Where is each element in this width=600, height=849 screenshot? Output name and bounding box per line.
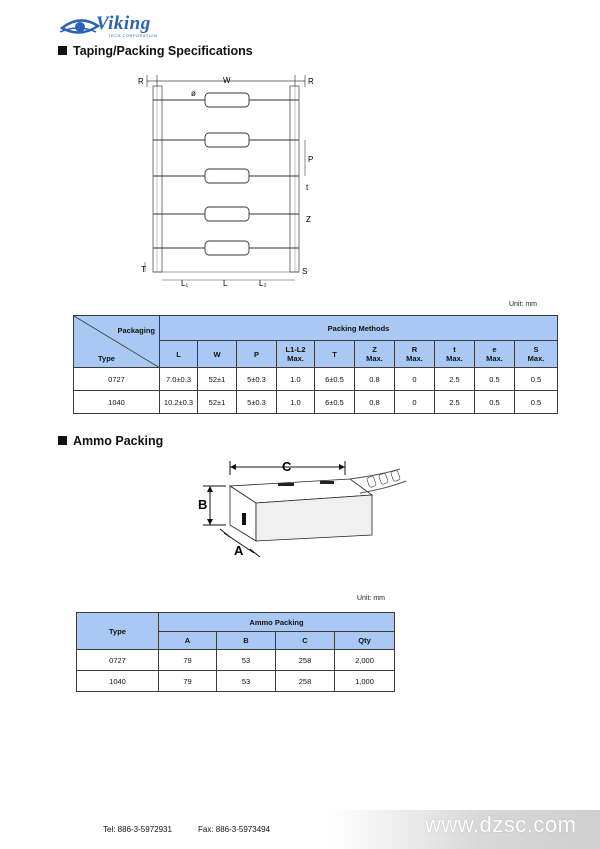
corner-bottom-label: Type	[98, 354, 115, 363]
bullet-square-icon	[58, 436, 67, 445]
col-header: R Max.	[395, 341, 435, 368]
ammo-packing-table	[76, 612, 395, 692]
taping-diagram	[135, 72, 325, 290]
table1-corner-cell	[74, 316, 160, 368]
ammo-box-diagram	[190, 455, 420, 565]
table-row: 0727 7.0±0.3 52±1 5±0.3 1.0 6±0.5 0.8 0 2.5 0.5 0.5	[74, 368, 558, 391]
col-header: Qty	[335, 632, 395, 650]
section-heading-ammo: Ammo Packing	[58, 434, 163, 448]
bullet-square-icon	[58, 46, 67, 55]
col-header: B	[217, 632, 276, 650]
table-row: 1040 79 53 258 1,000	[77, 671, 395, 692]
col-header: T	[315, 341, 355, 368]
col-header: P	[237, 341, 277, 368]
table2-unit: Unit: mm	[357, 595, 385, 602]
col-header: L1-L2 Max.	[277, 341, 315, 368]
label-r-left: R	[138, 77, 144, 86]
label-c: C	[282, 459, 292, 474]
label-l1: L₁	[181, 279, 189, 288]
footer-tel: Tel: 886-3-5972931	[103, 825, 172, 834]
brand-name: Viking	[96, 13, 151, 34]
col-header: Z Max.	[355, 341, 395, 368]
label-a: A	[234, 543, 244, 558]
col-header: C	[276, 632, 335, 650]
table2-type-header: Type	[77, 613, 159, 650]
table1-group-header: Packing Methods	[160, 316, 558, 341]
brand-tagline: TECH CORPORATION	[108, 33, 158, 38]
packing-spec-table	[73, 315, 558, 414]
label-b: B	[198, 497, 208, 512]
section-heading-taping: Taping/Packing Specifications	[58, 44, 253, 58]
label-l2: L₂	[259, 279, 267, 288]
footer-fax: Fax: 886-3-5973494	[198, 825, 271, 834]
label-phi: ø	[191, 89, 196, 98]
label-t-cap: T	[141, 265, 146, 274]
col-header: A	[159, 632, 217, 650]
label-s: S	[302, 267, 308, 276]
label-w: W	[223, 76, 231, 85]
col-header: L	[160, 341, 198, 368]
label-t: t	[306, 183, 309, 192]
col-header: t Max.	[435, 341, 475, 368]
table2-group-header: Ammo Packing	[159, 613, 395, 632]
col-header: S Max.	[515, 341, 558, 368]
label-z: Z	[306, 215, 311, 224]
table-row: 1040 10.2±0.3 52±1 5±0.3 1.0 6±0.5 0.8 0 2.5 0.5 0.5	[74, 391, 558, 414]
col-header: W	[198, 341, 237, 368]
watermark-text: www.dzsc.com	[425, 812, 577, 837]
label-p: P	[308, 155, 314, 164]
label-r-right: R	[308, 77, 314, 86]
table-row: 0727 79 53 258 2,000	[77, 650, 395, 671]
corner-top-label: Packaging	[117, 326, 155, 335]
table1-unit: Unit: mm	[509, 301, 537, 308]
label-l: L	[223, 279, 228, 288]
corner-diagonal	[74, 316, 160, 368]
col-header: e Max.	[475, 341, 515, 368]
eye-swoosh-icon	[60, 12, 100, 42]
